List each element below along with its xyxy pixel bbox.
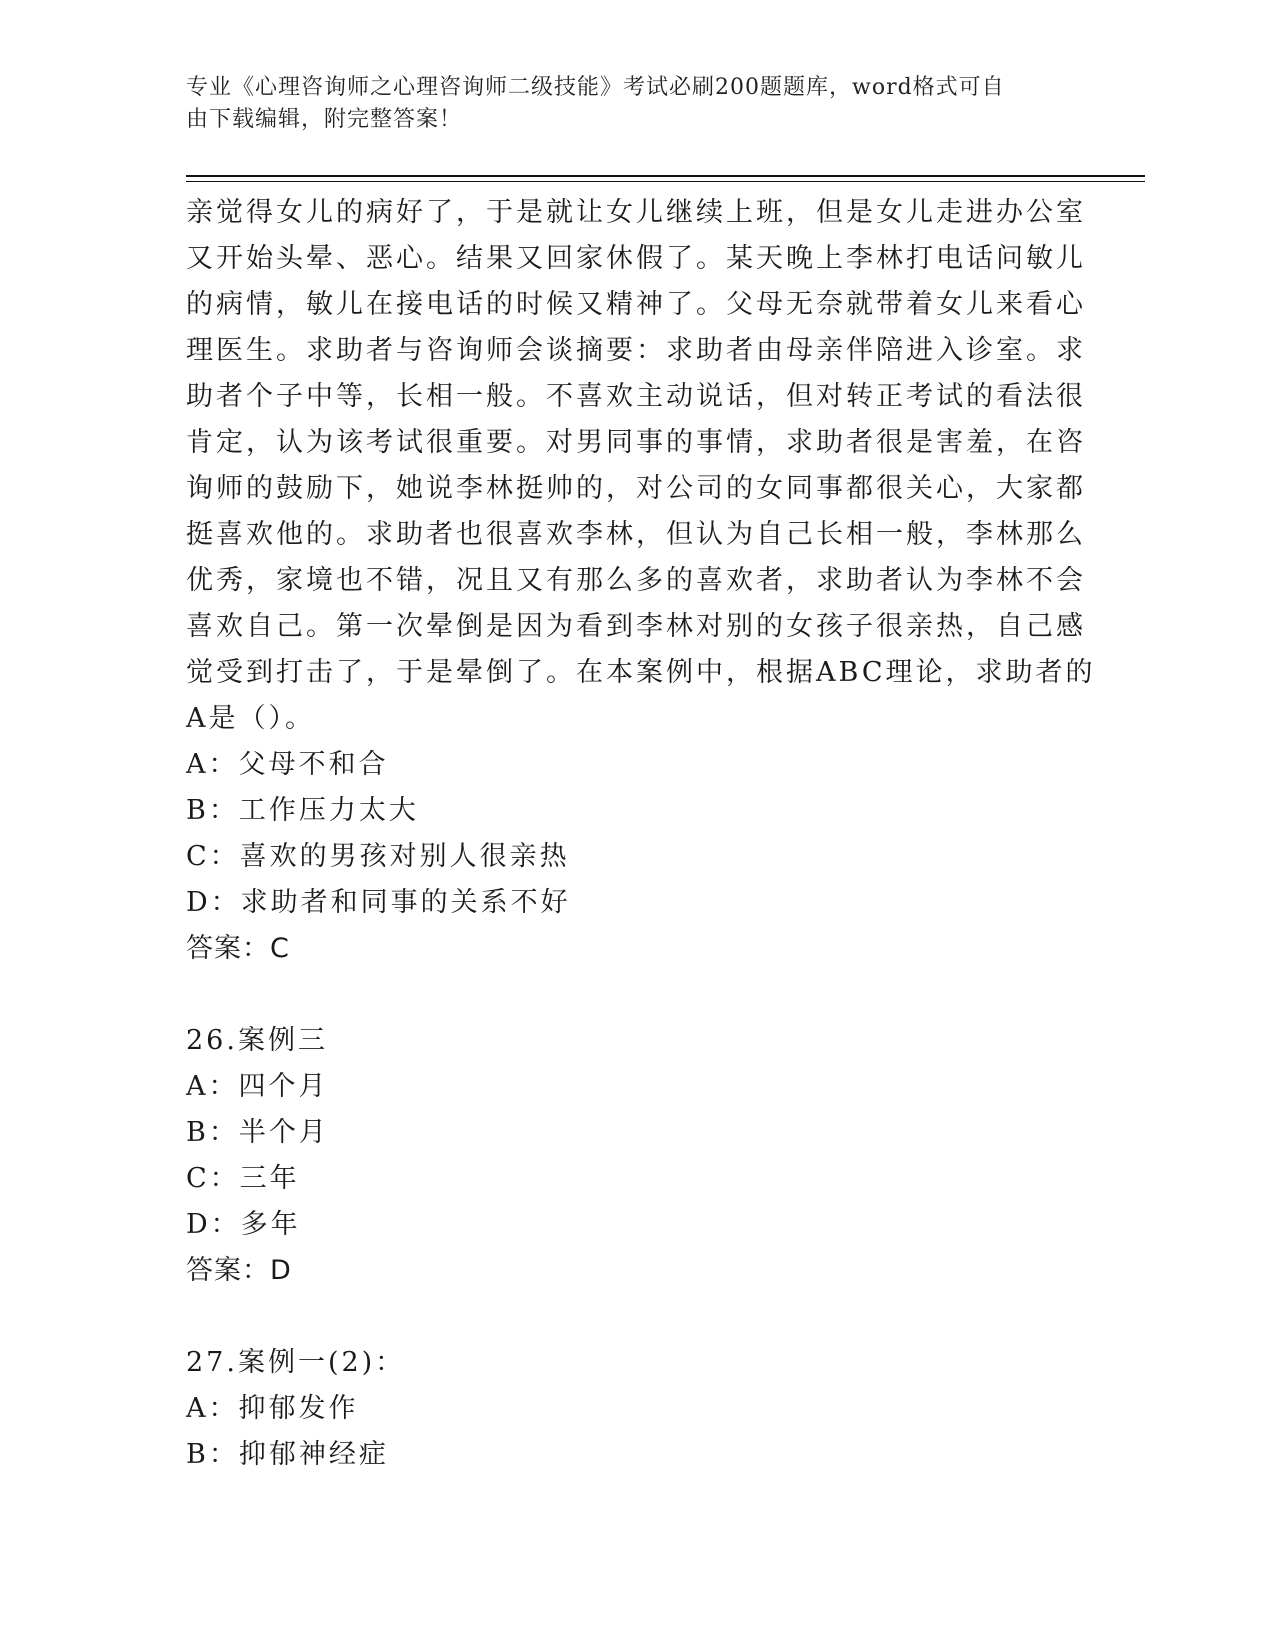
option-a: A：四个月 [186,1071,329,1102]
answer-text: 答案：C [186,933,290,964]
passage-line: 亲觉得女儿的病好了，于是就让女儿继续上班，但是女儿走进办公室 [186,197,1086,228]
passage-line: 询师的鼓励下，她说李林挺帅的，对公司的女同事都很关心，大家都 [186,473,1086,504]
question-26 [186,1018,1066,1294]
passage-line: 的病情，敏儿在接电话的时候又精神了。父母无奈就带着女儿来看心 [186,289,1086,320]
question-title: 26.案例三 [186,1025,328,1056]
header-divider-thick [186,175,1145,177]
passage-line: 挺喜欢他的。求助者也很喜欢李林，但认为自己长相一般，李林那么 [186,519,1086,550]
passage-line: 助者个子中等，长相一般。不喜欢主动说话，但对转正考试的看法很 [186,381,1086,412]
passage-line: 又开始头晕、恶心。结果又回家休假了。某天晚上李林打电话问敏儿 [186,243,1086,274]
question-title: 27.案例一(2)： [186,1347,406,1378]
document-body [186,190,1096,1478]
passage-line: 理医生。求助者与咨询师会谈摘要：求助者由母亲伴陪进入诊室。求 [186,335,1086,366]
option-b: B：半个月 [186,1117,329,1148]
passage-line: 觉受到打击了，于是晕倒了。在本案例中，根据ABC理论，求助者的 [186,657,1096,688]
option-b: B：抑郁神经症 [186,1439,389,1470]
option-d: D：多年 [186,1209,301,1240]
passage-line: 优秀，家境也不错，况且又有那么多的喜欢者，求助者认为李林不会 [186,565,1086,596]
spacer [186,972,1066,1018]
option-d: D：求助者和同事的关系不好 [186,887,571,918]
passage-line: A是（）。 [186,703,315,734]
option-c: C：三年 [186,1163,300,1194]
spacer [186,1294,1066,1340]
option-b: B：工作压力太大 [186,795,419,826]
option-c: C：喜欢的男孩对别人很亲热 [186,841,570,872]
option-a: A：父母不和合 [186,749,389,780]
header-line-2: 由下载编辑，附完整答案！ [186,107,463,132]
answer-text: 答案：D [186,1255,292,1286]
question-27 [186,1340,1066,1478]
option-a: A：抑郁发作 [186,1393,359,1424]
question-25-passage [186,190,1096,972]
header-line-1: 专业《心理咨询师之心理咨询师二级技能》考试必刷200题题库，word格式可自 [186,75,1005,100]
document-header [186,72,1066,136]
passage-line: 喜欢自己。第一次晕倒是因为看到李林对别的女孩子很亲热，自己感 [186,611,1086,642]
header-divider-thin [186,181,1145,182]
passage-line: 肯定，认为该考试很重要。对男同事的事情，求助者很是害羞，在咨 [186,427,1086,458]
